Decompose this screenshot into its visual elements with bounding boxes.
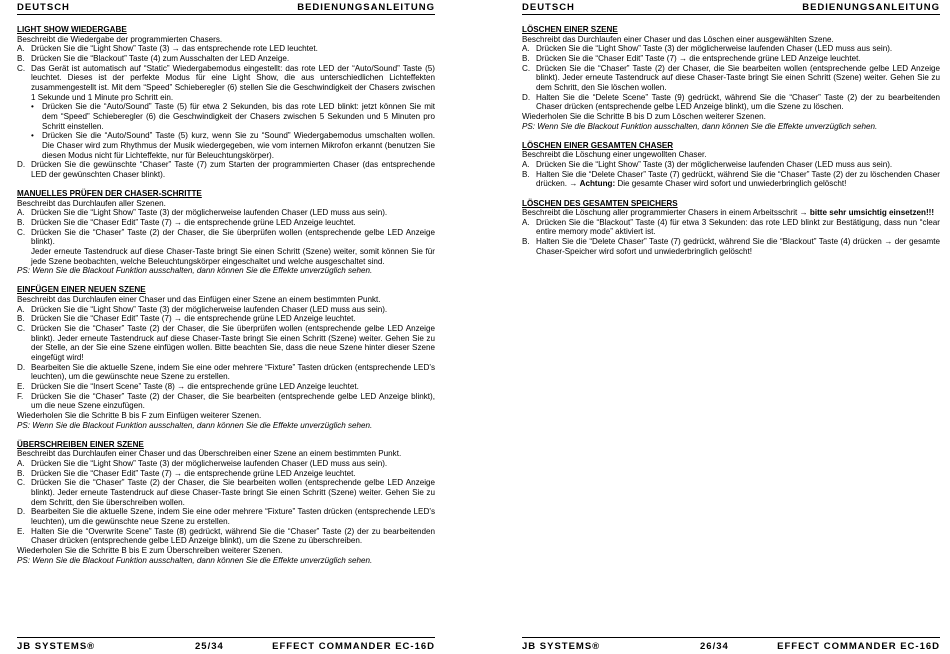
step-label: B.	[522, 237, 530, 247]
step-text	[31, 507, 435, 526]
footer-product: EFFECT COMMANDER EC-16D	[272, 641, 435, 652]
step-item	[17, 507, 435, 526]
ps-note: PS: Wenn Sie die Blackout Funktion ausschalten, dann können Sie die Effekte unverzüglich sehen.	[17, 266, 373, 276]
step-text	[31, 324, 435, 363]
bullet-dot-icon: •	[31, 102, 34, 112]
description	[17, 546, 435, 556]
description	[522, 112, 940, 122]
step-item	[522, 218, 940, 237]
description	[17, 199, 435, 209]
footer-product: EFFECT COMMANDER EC-16D	[777, 641, 940, 652]
step-item	[17, 160, 435, 179]
step-label: A.	[17, 44, 25, 54]
step-label: B.	[522, 53, 530, 63]
step-text-body: Bearbeiten Sie die aktuelle Szene, indem Sie eine oder mehrere “Fixture” Tasten drücken (entsprechende LED’s leuchten), um die gewünschte neue Szene zu erstellen.	[31, 507, 435, 526]
step-item	[17, 382, 435, 392]
step-label: D.	[522, 92, 531, 102]
step-item	[17, 218, 435, 228]
step-item	[522, 237, 940, 256]
step-label: A.	[17, 208, 25, 218]
section-title: LÖSCHEN DES GESAMTEN SPEICHERS	[522, 198, 678, 208]
header-title: BEDIENUNGSANLEITUNG	[297, 2, 435, 13]
description-text: Wiederholen Sie die Schritte B bis F zum Einfügen weiterer Szenen.	[17, 410, 262, 420]
description-text: Beschreibt das Durchlaufen aller Szenen.	[17, 198, 166, 208]
step-text	[31, 218, 435, 228]
step-text-body: Drücken Sie die “Blackout” Taste (4) für etwa 3 Sekunden: das rote LED blinkt zur Bestätigung, dass nun “clear entire memory mode” aktiviert ist.	[536, 217, 940, 237]
description-text: Beschreibt das Durchlaufen einer Chaser und das Löschen einer ausgewählten Szene.	[522, 34, 834, 44]
step-label: E.	[17, 526, 25, 536]
step-text-body: Drücken Sie die “Chaser” Taste (2) der Chaser, die Sie bearbeiten wollen (entsprechende gelbe LED Anzeige blinkt). Jeder erneute Tastendruck auf diese Chaser-Taste bringt Sie einen Schritt (Szene) weiter. Gehen Sie zu dem Schritt, den Sie überschreiben wollen.	[31, 478, 435, 507]
page-footer	[17, 637, 435, 652]
step-text-body: Drücken Sie die “Chaser” Taste (2) der Chaser, die Sie bearbeiten wollen (entsprechende gelbe LED Anzeige blinkt). Jeder erneute Tastendruck auf diese Chaser-Taste bringt Sie einen Schritt (Szene) weiter. Gehen Sie zu dem Schritt, den Sie löschen wollen.	[536, 63, 940, 92]
step-label: A.	[522, 217, 530, 227]
step-label: D.	[17, 362, 26, 372]
step-text-body: Drücken Sie die “Chaser Edit” Taste (7) → die entsprechende grüne LED Anzeige leuchtet.	[31, 314, 356, 324]
description-text: Beschreibt die Löschung einer ungewollten Chaser.	[522, 150, 707, 160]
step-text	[536, 170, 940, 189]
step-continuation: Jeder erneute Tastendruck auf diese Chaser-Taste bringt Sie einen Schritt (Szene) weiter, somit können Sie für jede Szene beobachten, welche Beleuchtungskörper eingeschaltet und welche ausgeschaltet sind.	[31, 246, 435, 266]
section	[522, 141, 940, 189]
header-title: BEDIENUNGSANLEITUNG	[802, 2, 940, 13]
ps-note: PS: Wenn Sie die Blackout Funktion ausschalten, dann können Sie die Effekte unverzüglich sehen.	[522, 121, 878, 131]
step-text	[536, 160, 940, 170]
step-text-body: Bearbeiten Sie die aktuelle Szene, indem Sie eine oder mehrere “Fixture” Tasten drücken (entsprechende LED’s leuchten), um die gewünschte neue Szene zu erstellen.	[31, 362, 435, 382]
step-text	[31, 314, 435, 324]
step-label: C.	[17, 227, 26, 237]
step-item	[522, 44, 940, 54]
description-text: Wiederholen Sie die Schritte B bis E zum Überschreiben weiterer Szenen.	[17, 545, 283, 555]
step-item	[17, 305, 435, 315]
step-text	[31, 208, 435, 218]
section-title: MANUELLES PRÜFEN DER CHASER-SCHRITTE	[17, 189, 202, 198]
step-text	[31, 382, 435, 392]
step-item	[17, 527, 435, 546]
step-item	[522, 93, 940, 112]
step-item	[17, 392, 435, 411]
step-label: A.	[522, 44, 530, 54]
step-item	[17, 469, 435, 479]
step-label: E.	[17, 381, 25, 391]
step-item	[522, 54, 940, 64]
step-text-body: Drücken Sie die “Light Show” Taste (3) der möglicherweise laufenden Chaser (LED muss aus sein).	[31, 459, 388, 469]
step-item	[522, 160, 940, 170]
section	[522, 199, 940, 257]
step-item	[17, 208, 435, 218]
step-text	[31, 459, 435, 469]
step-text	[536, 64, 940, 93]
step-text-body: Drücken Sie die “Blackout” Taste (4) zum Ausschalten der LED Anzeige.	[31, 53, 290, 63]
step-text-body: Drücken Sie die “Chaser” Taste (2) der Chaser, die Sie überprüfen wollen (entsprechende gelbe LED Anzeige blinkt). Jeder erneute Tastendruck auf diese Chaser-Taste bringt Sie einen Schritt (Szene) weiter. Gehen Sie zu der Stelle, an der Sie eine Szene einfügen wollen. Bitte beachten Sie, dass die neue Szene hinter dieser Szene eingefügt wird!	[31, 324, 435, 362]
description-text: Beschreibt die Wiedergabe der programmierten Chasers.	[17, 34, 223, 44]
step-item	[17, 228, 435, 247]
warning-text: bitte sehr umsichtig einsetzen!!!	[809, 208, 935, 218]
step-text-body: Halten Sie die “Overwrite Scene” Taste (8) gedrückt, während Sie die “Chaser” Taste (2) der zu bearbeitenden Chaser drücken (entsprechende gelbe LED Anzeige blinkt), um die Szene zu überschreiben.	[31, 526, 435, 546]
step-text-body: Halten Sie die “Delete Chaser” Taste (7) gedrückt, während Sie die “Chaser” Taste (2) der zu löschenden Chaser drücken. →	[536, 169, 940, 189]
step-label: B.	[17, 468, 25, 478]
description-text: Beschreibt das Durchlaufen einer Chaser und das Überschreiben einer Szene an einem bestimmten Punkt.	[17, 449, 402, 459]
step-item	[17, 314, 435, 324]
step-text-body: Drücken Sie die “Light Show” Taste (3) der möglicherweise laufenden Chaser (LED muss aus sein).	[31, 304, 388, 314]
footer-brand: JB SYSTEMS®	[17, 641, 96, 652]
step-label: C.	[17, 63, 26, 73]
step-text	[31, 64, 435, 103]
bullet-item	[17, 102, 435, 131]
header-language: DEUTSCH	[522, 2, 575, 13]
step-text-body: Drücken Sie die “Chaser Edit” Taste (7) → die entsprechende grüne LED Anzeige leuchtet.	[536, 53, 861, 63]
step-label: C.	[17, 478, 26, 488]
step-item	[522, 170, 940, 189]
description	[522, 208, 940, 218]
step-text	[536, 44, 940, 54]
step-item	[17, 54, 435, 64]
step-label: F.	[17, 391, 24, 401]
step-text	[31, 54, 435, 64]
description	[17, 35, 435, 45]
step-label: B.	[17, 217, 25, 227]
section	[522, 25, 940, 131]
section	[17, 189, 435, 276]
step-item	[17, 459, 435, 469]
step-text-body: Halten Sie die “Delete Scene” Taste (9) gedrückt, während Sie die “Chaser” Taste (2) der zu bearbeitenden Chaser drücken (entsprechende gelbe LED Anzeige blinkt), um die Szene zu löschen.	[536, 92, 940, 112]
page-body	[522, 25, 940, 266]
step-text-body: Drücken Sie die “Insert Scene” Taste (8) → die entsprechende grüne LED Anzeige leuchtet.	[31, 381, 359, 391]
ps-note: PS: Wenn Sie die Blackout Funktion ausschalten, dann können Sie die Effekte unverzüglich sehen.	[17, 555, 373, 565]
page-header	[522, 0, 940, 15]
warning-text: Achtung:	[579, 179, 616, 189]
step-item	[17, 478, 435, 507]
step-label: A.	[522, 160, 530, 170]
step-text	[31, 44, 435, 54]
section-title: LÖSCHEN EINER GESAMTEN CHASER	[522, 140, 674, 150]
step-text-body: Drücken Sie die “Chaser” Taste (2) der Chaser, die Sie überprüfen wollen (entsprechende gelbe LED Anzeige blinkt).	[31, 227, 435, 247]
step-text	[31, 527, 435, 546]
step-label: A.	[17, 304, 25, 314]
step-label: B.	[17, 314, 25, 324]
step-label: D.	[17, 507, 26, 517]
page-footer	[522, 637, 940, 652]
right-page	[522, 0, 940, 654]
section-title: ÜBERSCHREIBEN EINER SZENE	[17, 439, 144, 449]
step-text	[536, 218, 940, 237]
step-text	[536, 93, 940, 112]
step-text	[31, 305, 435, 315]
footer-page-number: 26/34	[700, 641, 729, 652]
step-text-body: Halten Sie die “Delete Chaser” Taste (7) gedrückt, während Sie die “Blackout” Taste (4) drücken → der gesamte Chaser-Speicher wird sofort und unwiederbringlich gelöscht!	[536, 237, 940, 256]
description	[522, 35, 940, 45]
step-label: C.	[17, 324, 26, 334]
description	[522, 150, 940, 160]
section	[17, 25, 435, 180]
warning-detail: Die gesamte Chaser wird sofort und unwiederbringlich gelöscht!	[617, 179, 847, 189]
step-text-body: Drücken Sie die “Chaser Edit” Taste (7) → die entsprechende grüne LED Anzeige leuchtet.	[31, 468, 356, 478]
step-text-body: Drücken Sie die gewünschte “Chaser” Taste (7) zum Starten der programmierten Chaser (das entsprechende LED der gewünschten Chaser blinkt).	[31, 160, 435, 179]
step-item	[17, 44, 435, 54]
step-text	[31, 478, 435, 507]
description	[17, 411, 435, 421]
step-text-body: Drücken Sie die “Chaser” Taste (2) der Chaser, die Sie bearbeiten (entsprechende gelbe LED Anzeige blinkt), um die neue Szene einzufügen.	[31, 391, 435, 411]
step-label: A.	[17, 459, 25, 469]
description-text: Beschreibt das Durchlaufen einer Chaser und das Einfügen einer Szene an einem bestimmten Punkt.	[17, 295, 381, 305]
description	[17, 295, 435, 305]
description-text: Beschreibt die Löschung aller programmierter Chasers in einem Arbeitsschrit →	[522, 208, 808, 218]
section-title: EINFÜGEN EINER NEUEN SZENE	[17, 285, 146, 295]
step-text	[31, 228, 435, 247]
step-text-body: Drücken Sie die “Chaser Edit” Taste (7) → die entsprechende grüne LED Anzeige leuchtet.	[31, 217, 356, 227]
step-item	[522, 64, 940, 93]
footer-page-number: 25/34	[195, 641, 224, 652]
description	[17, 449, 435, 459]
step-label: B.	[522, 169, 530, 179]
section	[17, 440, 435, 566]
step-text	[536, 54, 940, 64]
step-text-body: Das Gerät ist automatisch auf “Static” Wiedergabemodus eingestellt: das rote LED der “Auto/Sound” Taste (5) leuchtet. Dieses ist der perfekte Modus für eine Light Show, die aus unterschiedlichen Lichteffekten zusammengestellt ist. Mit dem “Speed” Schieberegler (6) stellen Sie die Geschwindigkeit der Chasers zwischen 1 Sekunde und 1 Minute pro Schritt ein.	[31, 63, 435, 102]
step-label: C.	[522, 63, 531, 73]
step-text	[31, 392, 435, 411]
section-title: LIGHT SHOW WIEDERGABE	[17, 25, 127, 34]
left-page	[17, 0, 435, 654]
section-title: LÖSCHEN EINER SZENE	[522, 25, 618, 34]
ps-note: PS: Wenn Sie die Blackout Funktion ausschalten, dann können Sie die Effekte unverzüglich sehen.	[17, 420, 373, 430]
step-item	[17, 363, 435, 382]
header-language: DEUTSCH	[17, 2, 70, 13]
bullet-text: Drücken Sie die “Auto/Sound” Taste (5) kurz, wenn Sie zu “Sound” Wiedergabemodus umschalten wollen. Die Chaser wird zum Rhythmus der Musik wiedergegeben, wie vom internen Mikrofon erkannt (benutzen Sie diesen Modus nicht für Lichteffekte, nur für Beleuchtungskörper).	[42, 131, 435, 160]
step-label: D.	[17, 160, 26, 170]
step-text-body: Drücken Sie die “Light Show” Taste (3) → das entsprechende rote LED leuchtet.	[31, 44, 318, 54]
step-text-body: Drücken Sie die “Light Show” Taste (3) der möglicherweise laufenden Chaser (LED muss aus sein).	[536, 160, 893, 170]
step-text-body: Drücken Sie die “Light Show” Taste (3) der möglicherweise laufenden Chaser (LED muss aus sein).	[536, 44, 893, 54]
bullet-dot-icon: •	[31, 131, 34, 141]
step-text	[31, 363, 435, 382]
page-body	[17, 25, 435, 575]
step-text-body: Drücken Sie die “Light Show” Taste (3) der möglicherweise laufenden Chaser (LED muss aus sein).	[31, 208, 388, 218]
bullet-text: Drücken Sie die “Auto/Sound” Taste (5) für etwa 2 Sekunden, bis das rote LED blinkt: jetzt können Sie mit dem “Speed” Schieberegler (6) die Geschwindigkeit der Chasers zwischen 5 Sekunden und 5 Minuten pro Schritt einstellen.	[42, 102, 435, 131]
description-text: Wiederholen Sie die Schritte B bis D zum Löschen weiterer Szenen.	[522, 111, 766, 121]
page-header	[17, 0, 435, 15]
step-label: B.	[17, 53, 25, 63]
bullet-item	[17, 131, 435, 160]
footer-brand: JB SYSTEMS®	[522, 641, 601, 652]
step-item	[17, 324, 435, 363]
step-item	[17, 64, 435, 103]
section	[17, 285, 435, 430]
step-text	[31, 160, 435, 179]
step-text	[536, 237, 940, 256]
step-text	[31, 469, 435, 479]
